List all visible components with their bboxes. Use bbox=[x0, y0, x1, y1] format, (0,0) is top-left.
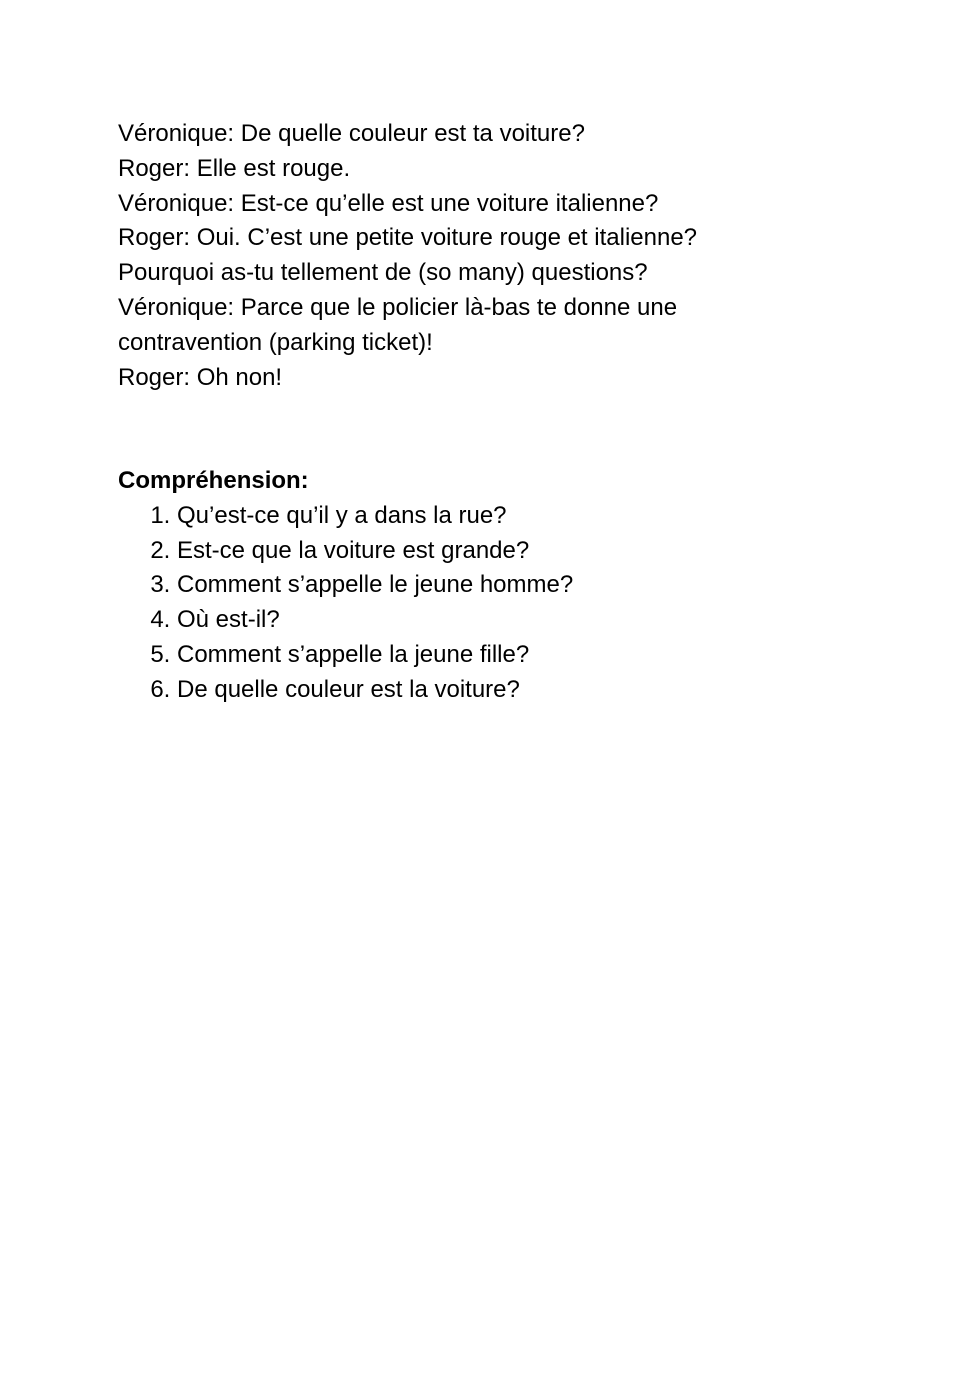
comprehension-section bbox=[118, 464, 818, 708]
dialogue-line: Roger: Oui. C’est une petite voiture rouge et italienne? bbox=[118, 224, 698, 252]
question-item bbox=[118, 638, 818, 673]
question-text: Où est-il? bbox=[177, 606, 280, 634]
question-number: 2. bbox=[150, 536, 177, 564]
dialogue-line: Véronique: Est-ce qu’elle est une voiture italienne? bbox=[118, 189, 659, 217]
dialogue-line: Pourquoi as-tu tellement de (so many) questions? bbox=[118, 259, 648, 287]
question-item bbox=[118, 603, 818, 638]
dialogue-line: Véronique: Parce que le policier là-bas te donne une bbox=[118, 293, 678, 321]
question-number: 5. bbox=[150, 640, 177, 668]
question-text: Comment s’appelle la jeune fille? bbox=[177, 640, 530, 668]
comprehension-heading: Compréhension: bbox=[118, 467, 309, 494]
question-number: 4. bbox=[150, 606, 177, 634]
question-item bbox=[118, 499, 818, 534]
dialogue-line: contravention (parking ticket)! bbox=[118, 328, 433, 356]
dialogue-block bbox=[118, 117, 818, 395]
question-number: 1. bbox=[150, 501, 177, 529]
question-item bbox=[118, 534, 818, 569]
question-text: Qu’est-ce qu’il y a dans la rue? bbox=[177, 501, 507, 529]
dialogue-line: Véronique: De quelle couleur est ta voiture? bbox=[118, 120, 585, 147]
question-item bbox=[118, 568, 818, 603]
question-number: 6. bbox=[150, 675, 177, 703]
question-item bbox=[118, 673, 818, 708]
question-text: Est-ce que la voiture est grande? bbox=[177, 536, 530, 564]
dialogue-line: Roger: Elle est rouge. bbox=[118, 154, 351, 182]
question-number: 3. bbox=[150, 571, 177, 599]
question-text: Comment s’appelle le jeune homme? bbox=[177, 571, 574, 599]
question-list bbox=[118, 499, 818, 708]
dialogue-line: Roger: Oh non! bbox=[118, 363, 283, 391]
question-text: De quelle couleur est la voiture? bbox=[177, 675, 520, 703]
